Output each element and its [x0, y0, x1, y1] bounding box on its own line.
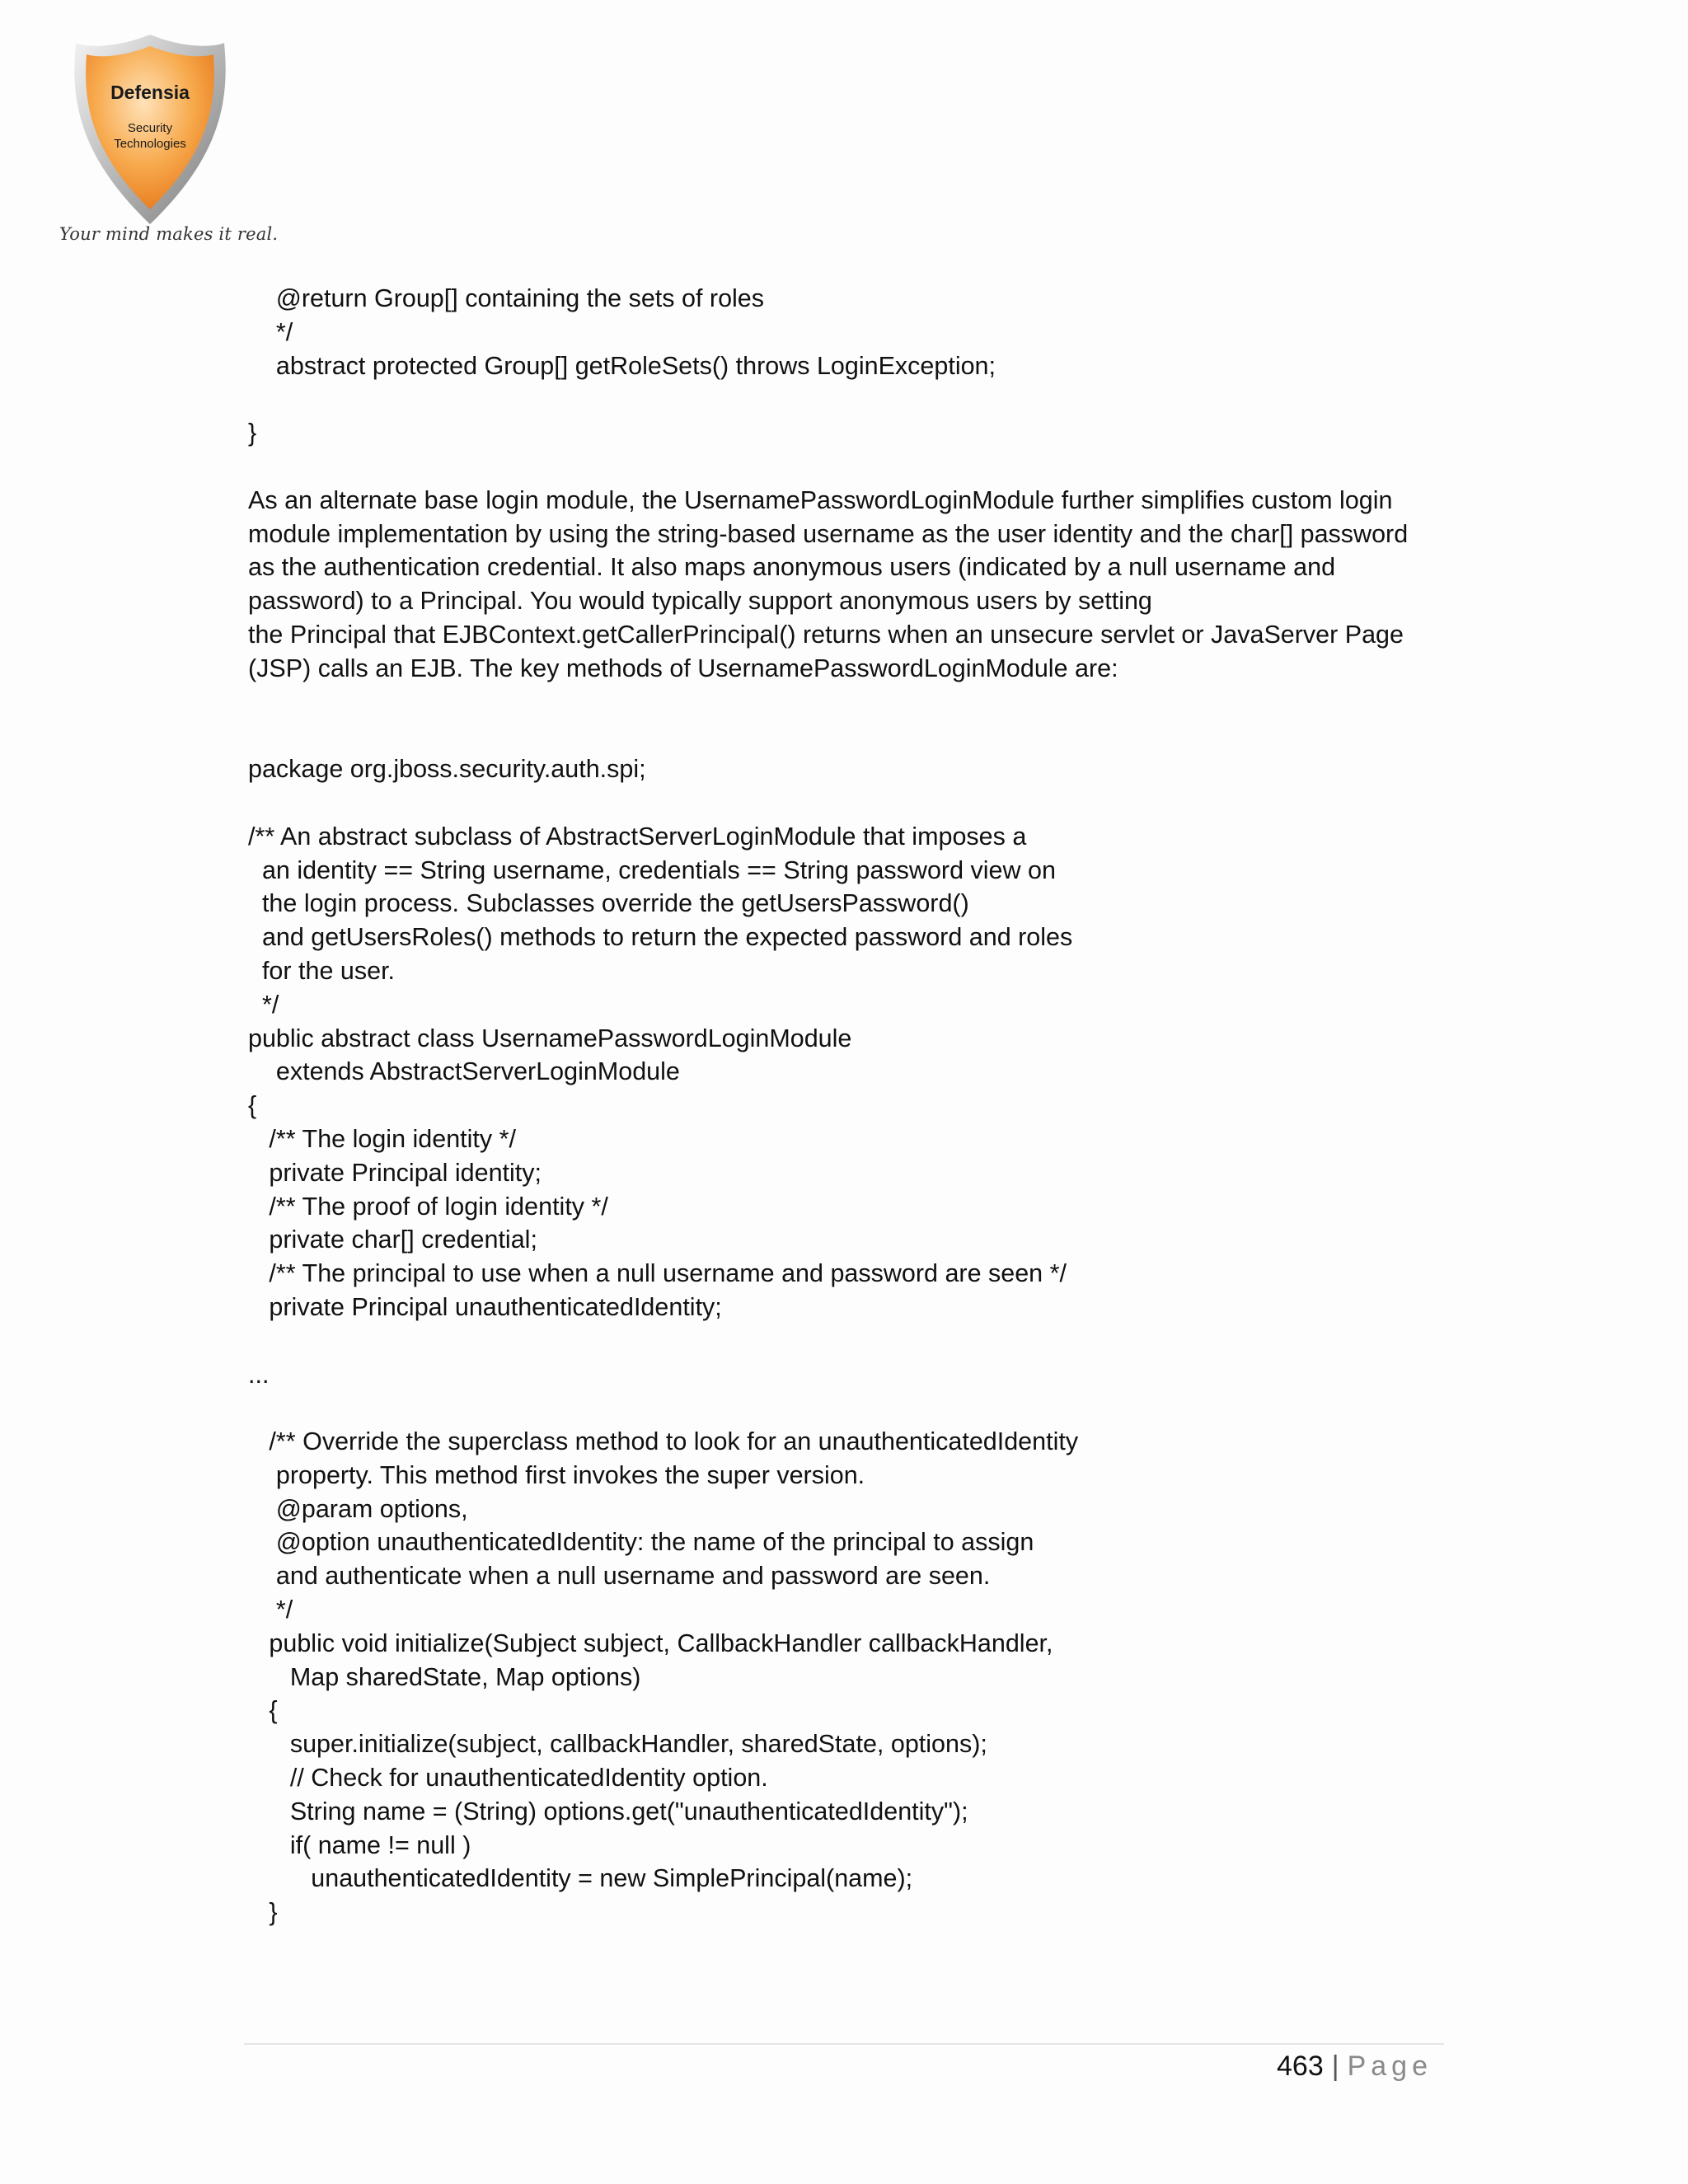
logo-subtitle-line1: Security: [127, 121, 173, 135]
code-line: /** The login identity */: [248, 1124, 516, 1153]
code-line: {: [248, 1696, 278, 1725]
code-line: Map sharedState, Map options): [248, 1662, 641, 1691]
code-line: // Check for unauthenticatedIdentity option.: [248, 1764, 768, 1793]
logo-subtitle-line2: Technologies: [114, 137, 186, 151]
code-line: and getUsersRoles() methods to return the expected password and roles: [248, 923, 1073, 952]
code-line: [248, 1324, 1451, 1358]
code-line: the login process. Subclasses override the getUsersPassword(): [248, 889, 969, 918]
paragraph-line: as the authentication credential. It also maps anonymous users (indicated by a null username and: [248, 553, 1336, 582]
code-line: */: [248, 317, 293, 346]
code-line: [248, 786, 1451, 820]
code-line: /** The principal to use when a null username and password are seen */: [248, 1259, 1067, 1288]
code-line: @param options,: [248, 1494, 468, 1523]
code-line: [248, 382, 1451, 416]
code-block-main: [248, 752, 1451, 1929]
code-line: [248, 1391, 1451, 1425]
shield-icon: [59, 30, 241, 227]
paragraph-line: module implementation by using the string-based username as the user identity and the char[] password: [248, 519, 1409, 548]
code-line: property. This method first invokes the super version.: [248, 1460, 865, 1489]
code-line: @option unauthenticatedIdentity: the name of the principal to assign: [248, 1528, 1034, 1557]
code-line: super.initialize(subject, callbackHandler, sharedState, options);: [248, 1730, 987, 1759]
code-line: /** Override the superclass method to look for an unauthenticatedIdentity: [248, 1427, 1079, 1456]
code-line: /** The proof of login identity */: [248, 1192, 608, 1221]
code-line: and authenticate when a null username and password are seen.: [248, 1562, 991, 1591]
code-line: public abstract class UsernamePasswordLoginModule: [248, 1024, 852, 1052]
code-line: package org.jboss.security.auth.spi;: [248, 755, 646, 784]
code-line: @return Group[] containing the sets of roles: [248, 284, 765, 312]
code-line: {: [248, 1091, 257, 1120]
code-line: an identity == String username, credentials == String password view on: [248, 855, 1056, 884]
page-separator: |: [1331, 2050, 1339, 2082]
code-line: String name = (String) options.get("unauthenticatedIdentity");: [248, 1797, 968, 1825]
paragraph-line: the Principal that EJBContext.getCallerPrincipal() returns when an unsecure servlet or JavaServer Page: [248, 620, 1404, 649]
page-label: Page: [1347, 2050, 1432, 2082]
page-footer: [1277, 2048, 1432, 2084]
code-line: }: [248, 419, 257, 448]
footer-divider: [244, 2043, 1444, 2045]
code-line: private Principal identity;: [248, 1158, 542, 1187]
code-line: public void initialize(Subject subject, CallbackHandler callbackHandler,: [248, 1629, 1053, 1657]
code-line: for the user.: [248, 956, 396, 985]
code-line: abstract protected Group[] getRoleSets() throws LoginException;: [248, 351, 996, 380]
code-line: if( name != null ): [248, 1830, 471, 1859]
code-line: /** An abstract subclass of AbstractServerLoginModule that imposes a: [248, 822, 1027, 851]
body-paragraph: [248, 484, 1451, 686]
logo-tagline: Your mind makes it real.: [59, 224, 279, 244]
paragraph-line: password) to a Principal. You would typically support anonymous users by setting: [248, 587, 1152, 616]
code-line: extends AbstractServerLoginModule: [248, 1057, 680, 1086]
page-number: 463: [1277, 2050, 1324, 2082]
code-line: private Principal unauthenticatedIdentity;: [248, 1292, 722, 1321]
code-block-top: [248, 282, 1451, 450]
logo-name: Defensia: [110, 82, 190, 103]
code-line: ...: [248, 1360, 270, 1389]
code-line: private char[] credential;: [248, 1226, 537, 1254]
code-line: */: [248, 1596, 293, 1624]
document-body: [248, 282, 1451, 1929]
paragraph-line: As an alternate base login module, the UsernamePasswordLoginModule further simplifies custom login: [248, 485, 1393, 514]
paragraph-line: (JSP) calls an EJB. The key methods of UsernamePasswordLoginModule are:: [248, 654, 1118, 682]
code-line: */: [248, 990, 279, 1019]
code-line: }: [248, 1898, 278, 1927]
code-line: unauthenticatedIdentity = new SimplePrincipal(name);: [248, 1864, 913, 1893]
